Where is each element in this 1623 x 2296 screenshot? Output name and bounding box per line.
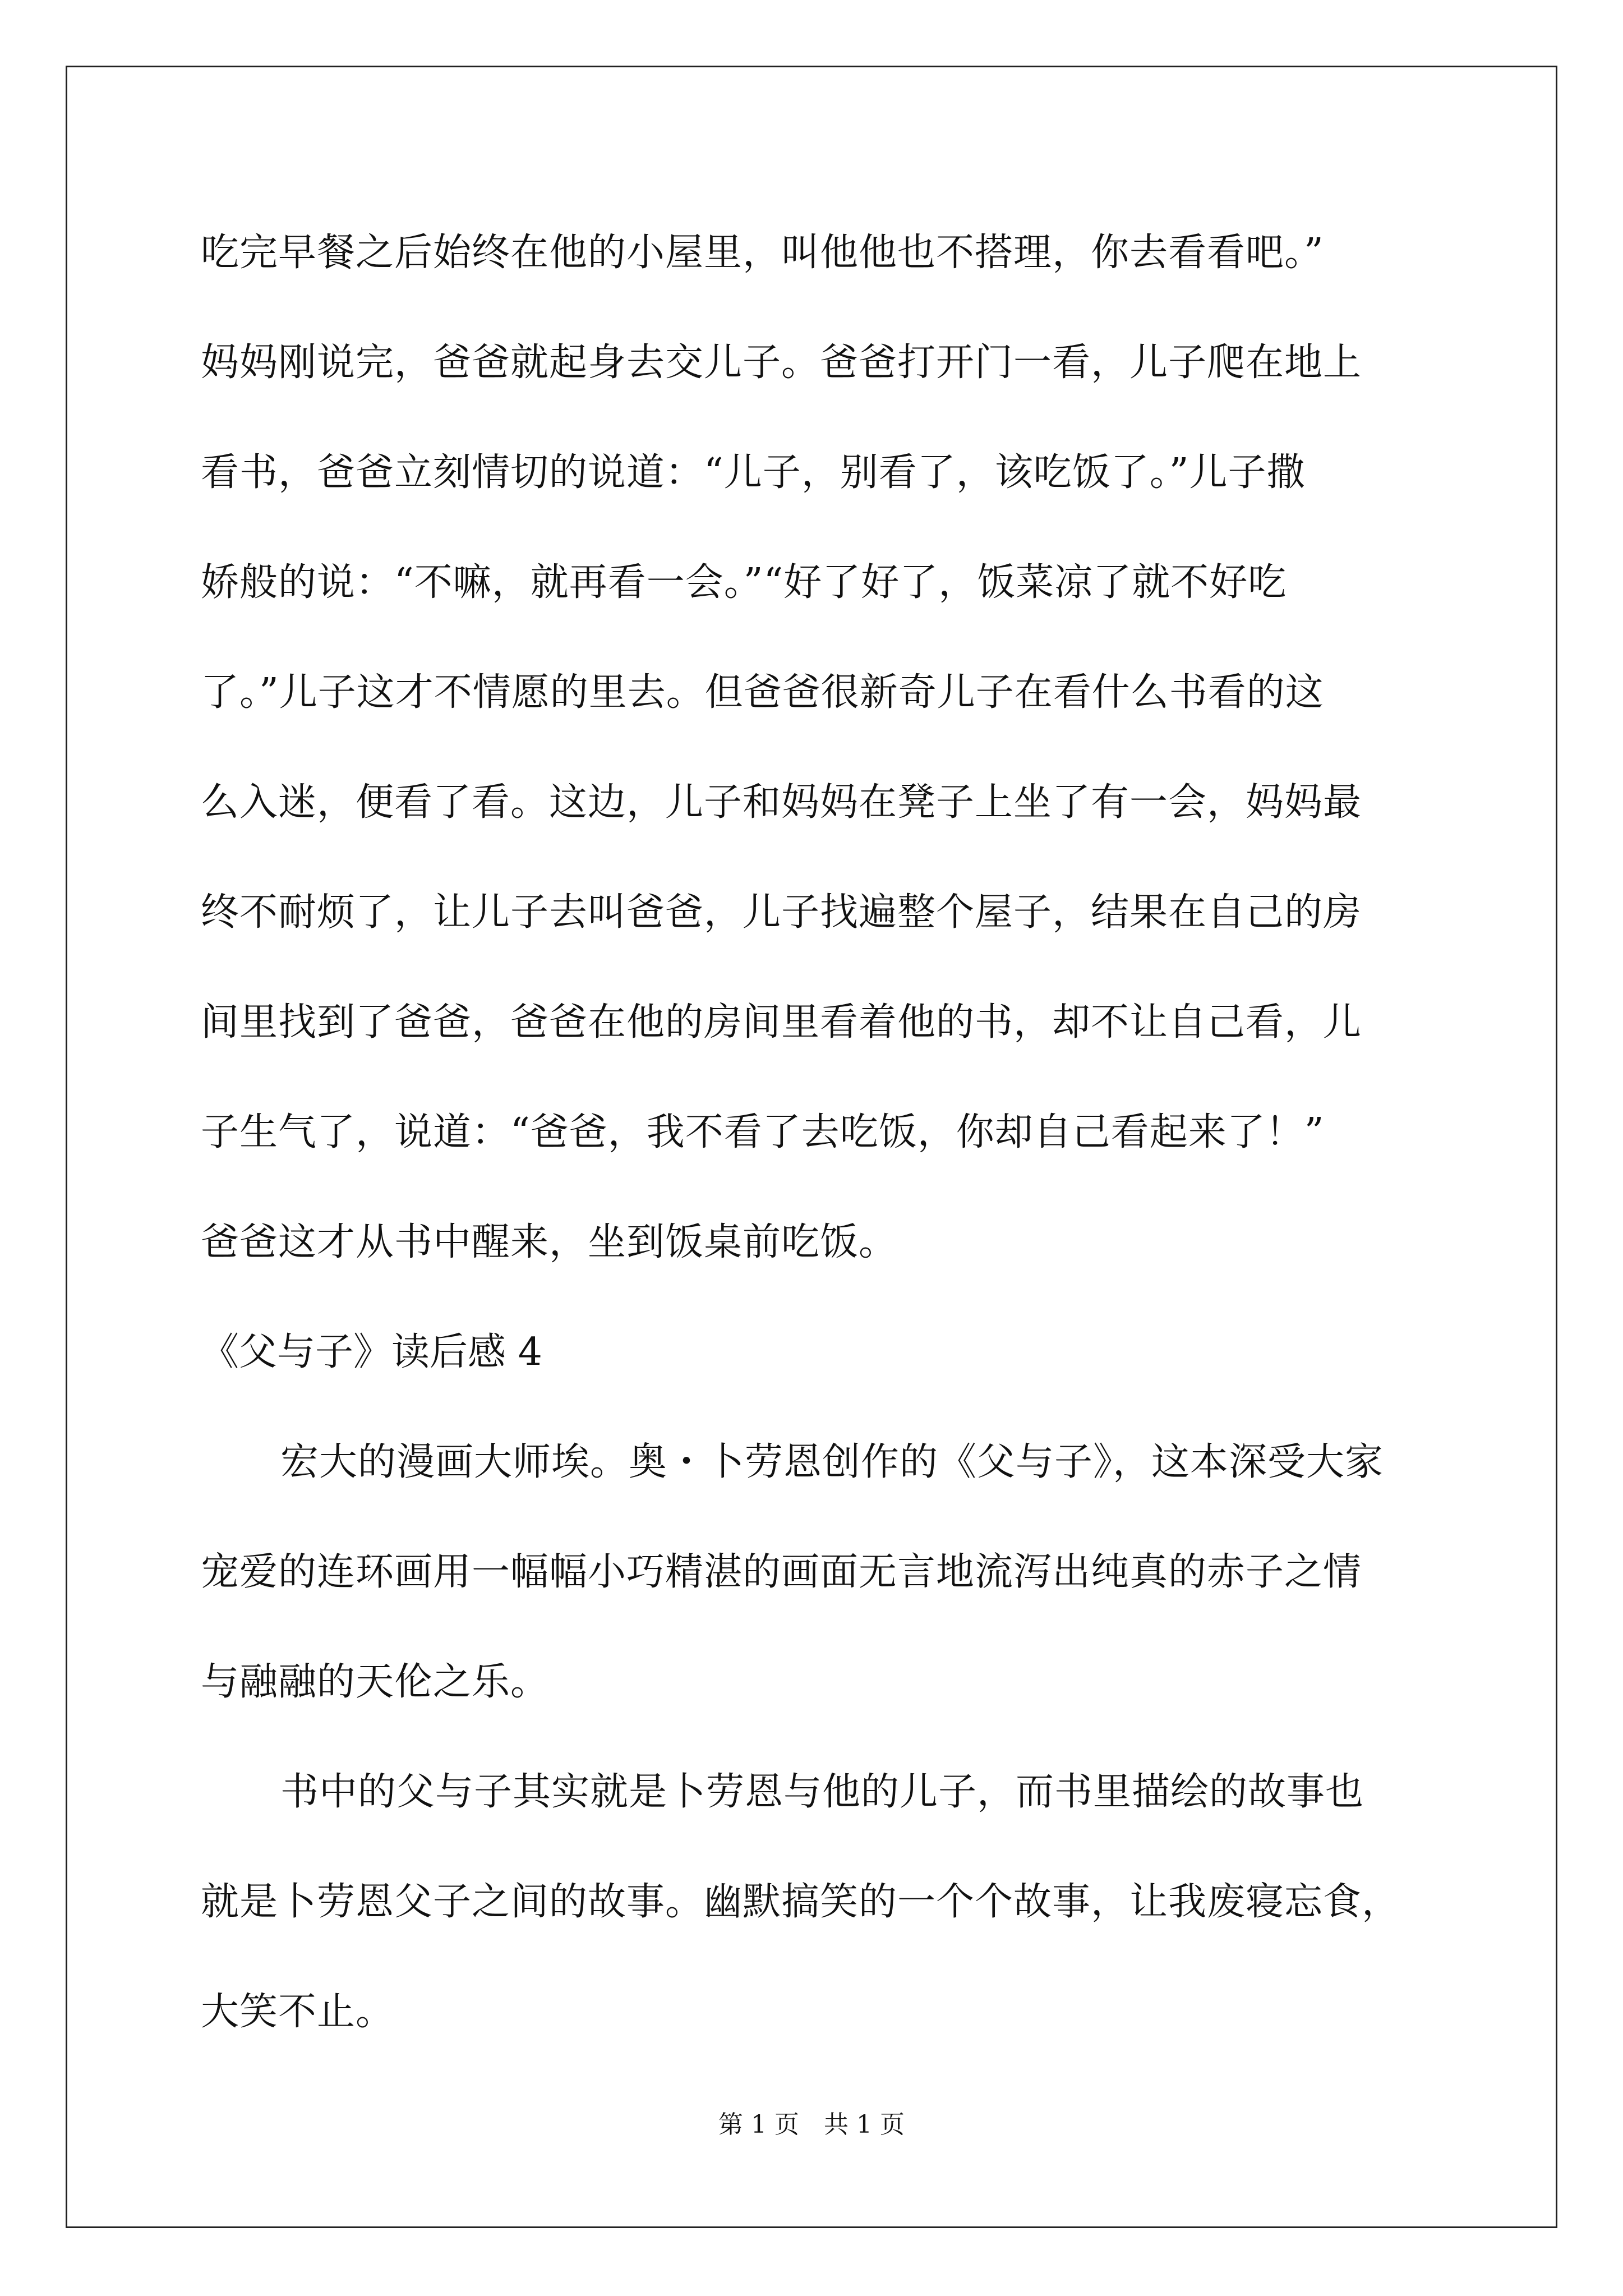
text-line: 终不耐烦了，让儿子去叫爸爸，儿子找遍整个屋子，结果在自己的房 <box>201 890 1362 935</box>
text-line: 了。”儿子这才不情愿的里去。但爸爸很新奇儿子在看什么书看的这 <box>201 670 1324 715</box>
text-line: 与融融的天伦之乐。 <box>201 1660 550 1704</box>
text-line: 就是卜劳恩父子之间的故事。幽默搞笑的一个个故事，让我废寝忘食， <box>201 1880 1401 1924</box>
paragraph-3 <box>201 1737 1468 2067</box>
text-line: 看书，爸爸立刻情切的说道：“儿子，别看了，该吃饭了。”儿子撒 <box>201 450 1306 495</box>
text-line: 么入迷，便看了看。这边，儿子和妈妈在凳子上坐了有一会，妈妈最 <box>201 780 1362 825</box>
text-line: 爸爸这才从书中醒来，坐到饭桌前吃饭。 <box>201 1220 898 1264</box>
paragraph-1 <box>201 198 1468 1297</box>
text-line: 吃完早餐之后始终在他的小屋里，叫他他也不搭理，你去看看吧。” <box>201 231 1324 275</box>
document-body <box>201 198 1468 2067</box>
text-line: 宏大的漫画大师埃。奥・卜劳恩创作的《父与子》，这本深受大家 <box>280 1440 1384 1484</box>
text-line: 大笑不止。 <box>201 1990 395 2034</box>
paragraph-2 <box>201 1407 1468 1737</box>
text-line: 妈妈刚说完，爸爸就起身去交儿子。爸爸打开门一看，儿子爬在地上 <box>201 341 1362 385</box>
page-footer: 第 1 页 共 1 页 <box>718 2110 905 2139</box>
text-line: 娇般的说：“不嘛，就再看一会。”“好了好了，饭菜凉了就不好吃 <box>201 560 1287 605</box>
text-line: 间里找到了爸爸，爸爸在他的房间里看着他的书，却不让自己看，儿 <box>201 1000 1362 1045</box>
text-line: 书中的父与子其实就是卜劳恩与他的儿子，而书里描绘的故事也 <box>280 1770 1364 1814</box>
text-line: 子生气了，说道：“爸爸，我不看了去吃饭，你却自己看起来了！” <box>201 1110 1325 1154</box>
section-heading: 《父与子》读后感 4 <box>201 1330 542 1374</box>
text-line: 宠爱的连环画用一幅幅小巧精湛的画面无言地流泻出纯真的赤子之情 <box>201 1550 1362 1594</box>
